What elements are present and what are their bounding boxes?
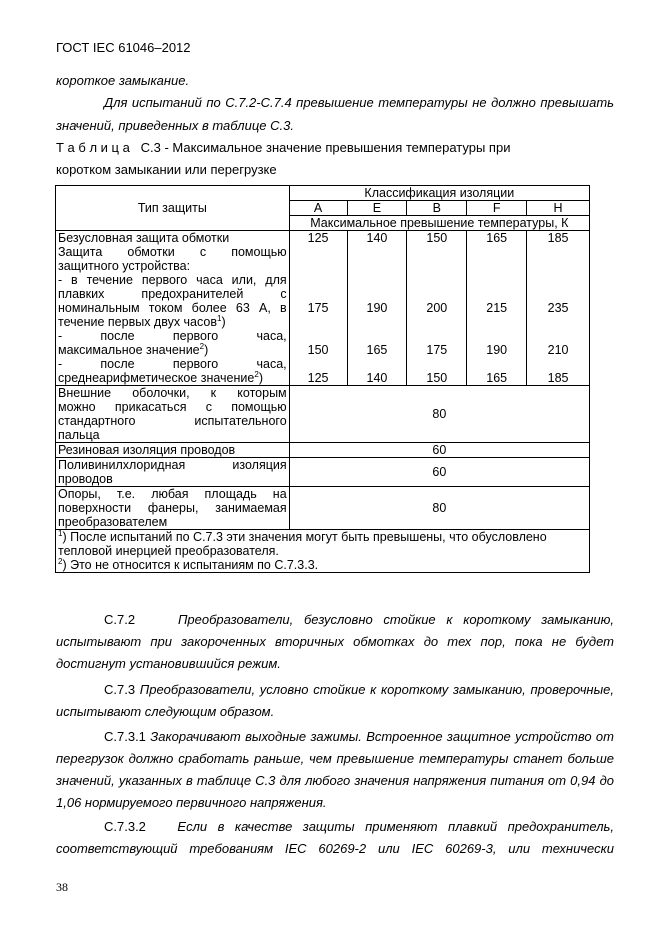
header-max-rise: Максимальное превышение температуры, К — [289, 216, 589, 231]
row-label: Резиновая изоляция проводов — [56, 443, 290, 458]
class-h: H — [527, 201, 590, 216]
paragraph-line: значений, приведенных в таблице С.3. — [56, 118, 294, 133]
values-h: 185 235 210 185 — [527, 231, 590, 386]
table-row — [56, 487, 590, 530]
paragraph-line: перегрузок должно сработать раньше, чем превышение температуры станет больше — [56, 751, 614, 766]
document-header: ГОСТ IEC 61046–2012 — [56, 40, 191, 55]
values-a: 125 175 150 125 — [289, 231, 347, 386]
paragraph-line: Для испытаний по С.7.2-С.7.4 превышение температуры не должно превышать — [104, 95, 614, 110]
paragraph-line: С.7.3.1 Закорачивают выходные зажимы. Встроенное защитное устройство от — [104, 729, 614, 744]
table-row — [56, 386, 590, 443]
paragraph-line: С.7.3 Преобразователи, условно стойкие к короткому замыканию, проверочные, — [104, 682, 614, 697]
paragraph-line: С.7.2 Преобразователи, безусловно стойкие к короткому замыканию, — [104, 612, 615, 627]
row-value: 80 — [289, 487, 589, 530]
paragraph-line: испытывают при закороченных вторичных обмотках до тех пор, пока не будет — [56, 634, 614, 649]
header-protection-type: Тип защиты — [56, 186, 290, 231]
row-label: Опоры, т.е. любая площадь на поверхности фанеры, занимаемая преобразователем — [56, 487, 290, 530]
paragraph-line: С.7.3.2 Если в качестве защиты применяют плавкий предохранитель, — [104, 819, 615, 834]
paragraph-line: 1,06 нормируемого первичного напряжения. — [56, 795, 327, 810]
row-label: Поливинилхлоридная изоляция проводов — [56, 458, 290, 487]
row-value: 80 — [289, 386, 589, 443]
footnote-cell: $^1$) После испытаний по С.7.3 эти значения могут быть превышены, что обусловлено тепловой инерцией преобразователя. $^2$) Это не относится к испытаниям по С.7.3.3. — [56, 530, 590, 573]
paragraph-line: короткое замыкание. — [56, 73, 190, 88]
table-caption: Т а б л и ц а С.3 - Максимальное значение превышения температуры при — [56, 140, 511, 155]
paragraph-line: испытывают следующим образом. — [56, 704, 275, 719]
table-row — [56, 443, 590, 458]
row-label: Внешние оболочки, к которым можно прикасаться с помощью стандартного испытательного пальца — [56, 386, 290, 443]
table-caption: коротком замыкании или перегрузке — [56, 162, 277, 177]
values-f: 165 215 190 165 — [467, 231, 527, 386]
class-e: E — [347, 201, 407, 216]
header-insulation-class: Классификация изоляции — [289, 186, 589, 201]
paragraph-line: соответствующий требованиям IEC 60269-2 или IEC 60269-3, или технически — [56, 841, 614, 856]
row-label: Безусловная защита обмотки Защита обмотки с помощью защитного устройства: - в течение первого часа или, для плавких предохранителей с номинальным током более 63 А, в течение первых двух часов$^1$) - после первого часа, максимальное значение$^2$) - после первого часа, среднеарифметическое значение$^2$) — [56, 231, 290, 386]
class-a: A — [289, 201, 347, 216]
paragraph-line: значений, указанных в таблице С.3 для любого значения напряжения питания от 0,94 до — [56, 773, 614, 788]
class-f: F — [467, 201, 527, 216]
values-b: 150 200 175 150 — [407, 231, 467, 386]
table-footnotes — [56, 530, 590, 573]
table-row — [56, 458, 590, 487]
values-e: 140 190 165 140 — [347, 231, 407, 386]
temperature-table — [55, 185, 590, 573]
row-value: 60 — [289, 443, 589, 458]
class-b: B — [407, 201, 467, 216]
paragraph-line: достигнут установившийся режим. — [56, 656, 281, 671]
table-row — [56, 231, 590, 386]
row-value: 60 — [289, 458, 589, 487]
page-number: 38 — [56, 880, 68, 894]
